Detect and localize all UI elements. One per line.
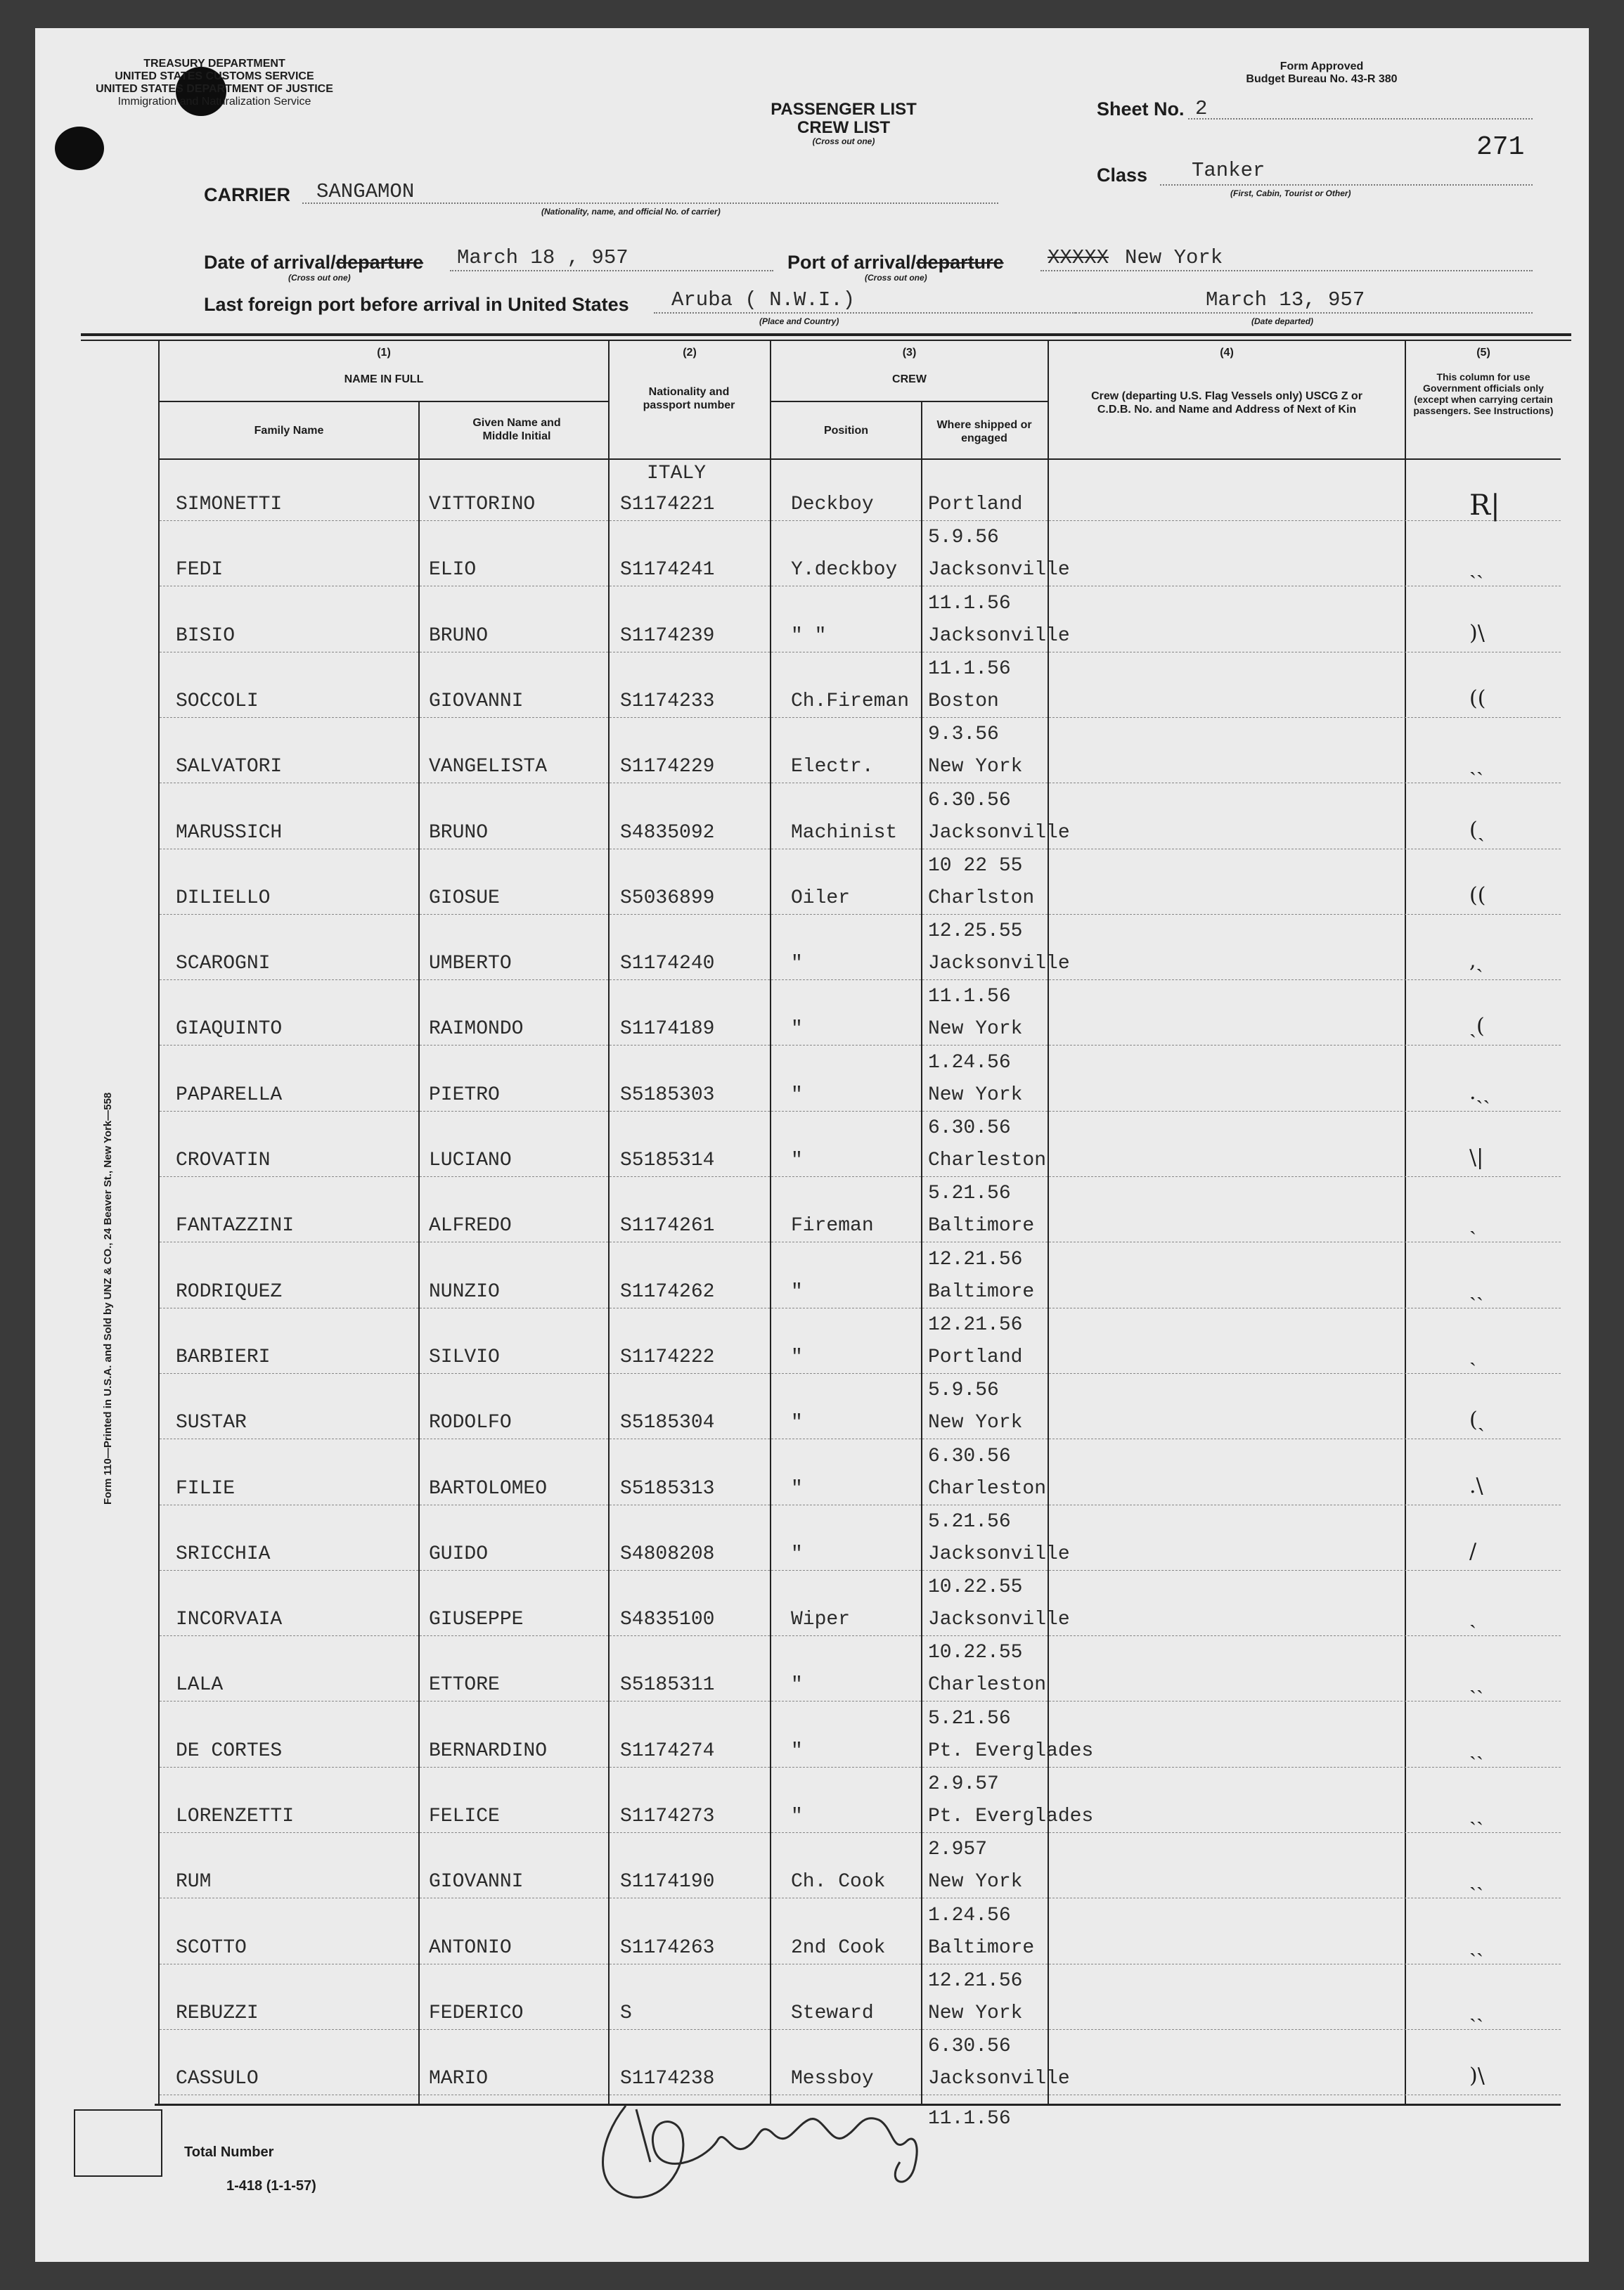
crew-position: " <box>791 1346 803 1368</box>
total-box <box>74 2109 162 2177</box>
header-divider <box>771 401 1048 402</box>
row-rule <box>160 1767 1561 1768</box>
form-sheet <box>35 28 1589 2262</box>
shipped-date: 6.30.56 <box>928 2035 1011 2058</box>
passport-number: S5185313 <box>620 1477 715 1500</box>
given-name: FELICE <box>429 1806 500 1827</box>
official-check-mark: ˏˏ <box>1469 752 1483 777</box>
port-arrival-value: New York <box>1125 246 1223 269</box>
col1b-header: Given Name and Middle Initial <box>472 417 561 442</box>
given-name: BARTOLOMEO <box>429 1477 548 1500</box>
passenger-list-title: PASSENGER LIST <box>771 100 917 119</box>
signature <box>584 2078 1019 2211</box>
family-name: RODRIQUEZ <box>176 1280 283 1303</box>
col3a-header: Position <box>823 425 869 437</box>
port-arrival-text: Port of arrival/ <box>787 252 917 273</box>
side-print: Form 110—Printed in U.S.A. and Sold by UNZ & CO., 24 Beaver St., New York—558 <box>102 1092 114 1505</box>
official-check-mark: ˎˎ <box>1469 1998 1483 2023</box>
family-name: FILIE <box>176 1477 236 1500</box>
shipped-place: Baltimore <box>928 1280 1035 1303</box>
carrier-line <box>302 202 998 204</box>
crew-position: " <box>791 1150 803 1171</box>
official-check-mark: )\ <box>1469 620 1485 645</box>
shipped-place: Jacksonville <box>928 953 1070 975</box>
row-rule <box>160 914 1561 915</box>
form-code: 1-418 (1-1-57) <box>226 2178 316 2194</box>
shipped-date: 6.30.56 <box>928 1117 1011 1139</box>
crew-position: Fireman <box>791 1215 874 1237</box>
col1-number: (1) <box>377 347 391 359</box>
official-check-mark: (ˏ <box>1469 1408 1485 1433</box>
row-rule <box>160 1701 1561 1702</box>
shipped-place: Baltimore <box>928 1936 1035 1959</box>
passport-number: S1174263 <box>620 1936 715 1959</box>
given-name: UMBERTO <box>429 953 512 975</box>
last-port-note: (Place and Country) <box>759 316 839 326</box>
shipped-place: Jacksonville <box>928 1609 1070 1631</box>
crew-position: " <box>791 1739 803 1762</box>
passport-number: S1174229 <box>620 756 715 778</box>
shipped-place: Jacksonville <box>928 1543 1070 1565</box>
crew-position: " <box>791 953 803 975</box>
passport-number: S4808208 <box>620 1543 715 1565</box>
struck-departure: departure <box>916 252 1004 273</box>
shipped-place: Charleston <box>928 1150 1047 1171</box>
form-approved-label: Form Approved <box>1280 60 1364 72</box>
crew-position: " <box>791 1083 803 1106</box>
shipped-date: 9.3.56 <box>928 723 999 746</box>
passport-number: S <box>620 2002 632 2024</box>
crew-position: " <box>791 1806 803 1827</box>
crew-position: " <box>791 1412 803 1434</box>
crew-position: 2nd Cook <box>791 1936 886 1959</box>
date-line <box>450 270 773 271</box>
class-value: Tanker <box>1192 159 1265 182</box>
nationality-label: ITALY <box>647 463 707 484</box>
given-name: ANTONIO <box>429 1936 512 1959</box>
crew-position: Steward <box>791 2002 874 2024</box>
crew-position: " <box>791 1018 803 1041</box>
passport-number: S1174273 <box>620 1806 715 1827</box>
crew-position: Electr. <box>791 756 874 778</box>
official-check-mark: ˏ <box>1469 1211 1476 1236</box>
family-name: RUM <box>176 1871 212 1893</box>
official-check-mark: ˎˎ <box>1469 555 1483 580</box>
given-name: VANGELISTA <box>429 756 548 778</box>
crew-position: Ch. Cook <box>791 1871 886 1893</box>
departure-date-line <box>1076 312 1533 314</box>
shipped-date: 2.957 <box>928 1839 988 1861</box>
crew-list-title: CREW LIST <box>797 118 890 137</box>
given-name: GUIDO <box>429 1543 489 1565</box>
passport-number: S4835100 <box>620 1609 715 1631</box>
col1-header: NAME IN FULL <box>344 373 424 385</box>
given-name: SILVIO <box>429 1346 500 1368</box>
passport-number: S1174233 <box>620 690 715 712</box>
col3-header: CREW <box>892 373 927 385</box>
crew-position: Wiper <box>791 1609 851 1631</box>
family-name: BARBIERI <box>176 1346 271 1368</box>
row-rule <box>160 2029 1561 2030</box>
shipped-date: 6.30.56 <box>928 789 1011 811</box>
official-check-mark: (( <box>1469 882 1486 908</box>
col5-number: (5) <box>1476 347 1490 359</box>
official-check-mark: \| <box>1469 1145 1484 1170</box>
family-name: SCAROGNI <box>176 953 271 975</box>
shipped-place: New York <box>928 1018 1023 1041</box>
official-check-mark: )\ <box>1469 2064 1485 2089</box>
col-divider <box>608 341 610 2106</box>
port-struck-typed: XXXXX <box>1048 246 1109 269</box>
official-check-mark: .ˎˎ <box>1469 1079 1490 1105</box>
crew-position: Machinist <box>791 821 898 844</box>
shipped-place: Pt. Everglades <box>928 1806 1094 1827</box>
official-check-mark: ˏˏ <box>1469 1735 1483 1761</box>
given-name: VITTORINO <box>429 494 536 515</box>
last-port-value: Aruba ( N.W.I.) <box>671 288 856 311</box>
given-name: RODOLFO <box>429 1412 512 1434</box>
given-name: RAIMONDO <box>429 1018 524 1041</box>
given-name: NUNZIO <box>429 1280 500 1303</box>
shipped-date: 5.21.56 <box>928 1707 1011 1730</box>
carrier-value: SANGAMON <box>316 180 415 203</box>
official-check-mark: R| <box>1469 489 1500 522</box>
passport-number: S1174238 <box>620 2068 715 2090</box>
family-name: FEDI <box>176 559 224 581</box>
col1a-header: Family Name <box>254 425 324 437</box>
official-check-mark: ˏ <box>1469 1604 1476 1630</box>
punch-hole <box>55 127 104 170</box>
table-top-rule <box>81 340 1571 341</box>
stamp-number: 271 <box>1476 132 1525 162</box>
passport-number: S4835092 <box>620 821 715 844</box>
passport-number: S1174190 <box>620 1871 715 1893</box>
shipped-date: 12.21.56 <box>928 1313 1023 1336</box>
agency-line: UNITED STATES CUSTOMS SERVICE <box>115 70 314 82</box>
official-check-mark: ,ˏ <box>1469 948 1483 974</box>
date-arrival-note: (Cross out one) <box>288 273 351 283</box>
official-check-mark: ˎˎ <box>1469 1670 1483 1695</box>
shipped-date: 11.1.56 <box>928 986 1011 1008</box>
passport-number: S1174241 <box>620 559 715 581</box>
last-port-line <box>654 312 1076 314</box>
shipped-place: New York <box>928 1412 1023 1434</box>
row-rule <box>160 717 1561 718</box>
crew-position: " <box>791 1477 803 1500</box>
family-name: BISIO <box>176 624 236 647</box>
passport-number: S1174222 <box>620 1346 715 1368</box>
shipped-place: Pt. Everglades <box>928 1739 1094 1762</box>
crew-position: " <box>791 1280 803 1303</box>
last-port-label: Last foreign port before arrival in United States <box>204 294 629 315</box>
crew-position: " <box>791 1543 803 1565</box>
family-name: PAPARELLA <box>176 1083 283 1106</box>
col2-number: (2) <box>683 347 697 359</box>
row-rule <box>160 1373 1561 1374</box>
crew-position: Ch.Fireman <box>791 690 910 712</box>
total-label: Total Number <box>184 2144 274 2160</box>
family-name: SCOTTO <box>176 1936 247 1959</box>
official-check-mark: ˎˎ <box>1469 1932 1483 1957</box>
passport-number: S1174189 <box>620 1018 715 1041</box>
list-title <box>759 100 928 146</box>
crew-position: Y.deckboy <box>791 559 898 581</box>
given-name: GIOSUE <box>429 887 500 909</box>
crew-position: Oiler <box>791 887 851 909</box>
col-divider <box>921 401 922 2106</box>
shipped-date: 10.22.55 <box>928 1642 1023 1664</box>
passport-number: S1174261 <box>620 1215 715 1237</box>
agency-line: Immigration and Naturalization Service <box>117 96 311 108</box>
shipped-place: Portland <box>928 1346 1023 1368</box>
family-name: SRICCHIA <box>176 1543 271 1565</box>
shipped-place: Portland <box>928 494 1023 515</box>
family-name: INCORVAIA <box>176 1609 283 1631</box>
shipped-date: 2.9.57 <box>928 1773 999 1795</box>
col3-number: (3) <box>902 347 917 359</box>
official-check-mark: ˏˏ <box>1469 1867 1483 1892</box>
shipped-place: Charlston <box>928 887 1035 909</box>
shipped-place: Jacksonville <box>928 559 1070 581</box>
official-check-mark: ˎ( <box>1469 1014 1485 1039</box>
agency-line: UNITED STATES DEPARTMENT OF JUSTICE <box>96 83 333 95</box>
departure-date-value: March 13, 957 <box>1206 288 1365 311</box>
given-name: GIOVANNI <box>429 1871 524 1893</box>
struck-departure: departure <box>335 252 424 273</box>
trailing-date: 11.1.56 <box>928 2108 1011 2130</box>
given-name: FEDERICO <box>429 2002 524 2024</box>
shipped-date: 6.30.56 <box>928 1445 1011 1467</box>
port-line <box>1040 270 1533 271</box>
row-rule <box>160 979 1561 980</box>
header-bottom-rule <box>160 458 1561 460</box>
date-arrival-value: March 18 , 957 <box>457 246 629 269</box>
shipped-place: Jacksonville <box>928 624 1070 647</box>
shipped-date: 12.21.56 <box>928 1248 1023 1271</box>
row-rule <box>160 1176 1561 1177</box>
carrier-label: CARRIER <box>204 184 291 205</box>
cross-out-note: (Cross out one) <box>812 136 875 146</box>
shipped-date: 5.21.56 <box>928 1510 1011 1533</box>
family-name: LORENZETTI <box>176 1806 295 1827</box>
passport-number: S5036899 <box>620 887 715 909</box>
shipped-place: Jacksonville <box>928 2068 1070 2090</box>
col-divider <box>1048 341 1049 2106</box>
official-check-mark: (( <box>1469 686 1486 711</box>
family-name: CROVATIN <box>176 1150 271 1171</box>
passport-number: S1174274 <box>620 1739 715 1762</box>
crew-position: " <box>791 1674 803 1697</box>
row-rule <box>160 1832 1561 1833</box>
row-rule <box>160 1635 1561 1636</box>
passport-number: S5185314 <box>620 1150 715 1171</box>
given-name: ELIO <box>429 559 477 581</box>
shipped-place: New York <box>928 1871 1023 1893</box>
row-rule <box>160 520 1561 521</box>
family-name: DILIELLO <box>176 887 271 909</box>
passport-number: S1174221 <box>620 494 715 515</box>
official-check-mark: (ˏ <box>1469 817 1485 842</box>
given-name: MARIO <box>429 2068 489 2090</box>
shipped-date: 1.24.56 <box>928 1051 1011 1074</box>
shipped-date: 10 22 55 <box>928 854 1023 877</box>
shipped-date: 12.25.55 <box>928 920 1023 943</box>
table-top-rule <box>81 333 1571 336</box>
official-check-mark: .\ <box>1469 1473 1483 1498</box>
family-name: MARUSSICH <box>176 821 283 844</box>
col2-header: Nationality and passport number <box>643 386 735 411</box>
col4-number: (4) <box>1220 347 1234 359</box>
family-name: CASSULO <box>176 2068 259 2090</box>
given-name: GIOVANNI <box>429 690 524 712</box>
crew-position: Deckboy <box>791 494 874 515</box>
shipped-date: 1.24.56 <box>928 1904 1011 1926</box>
sheet-line <box>1188 118 1533 120</box>
family-name: LALA <box>176 1674 224 1697</box>
given-name: ALFREDO <box>429 1215 512 1237</box>
shipped-date: 11.1.56 <box>928 657 1011 680</box>
family-name: SOCCOLI <box>176 690 259 712</box>
official-check-mark: / <box>1469 1538 1477 1564</box>
shipped-place: New York <box>928 1083 1023 1106</box>
col5-header: This column for use Government officials only (except when carrying certain passengers. See Instructions) <box>1413 371 1554 416</box>
given-name: LUCIANO <box>429 1150 512 1171</box>
header-divider <box>160 401 608 402</box>
given-name: BRUNO <box>429 624 489 647</box>
sheet-label: Sheet No. <box>1097 98 1185 120</box>
passport-number: S1174240 <box>620 953 715 975</box>
given-name: PIETRO <box>429 1083 500 1106</box>
given-name: GIUSEPPE <box>429 1609 524 1631</box>
shipped-date: 5.9.56 <box>928 1379 999 1402</box>
family-name: DE CORTES <box>176 1739 283 1762</box>
passport-number: S5185311 <box>620 1674 715 1697</box>
passport-number: S5185304 <box>620 1412 715 1434</box>
col-divider <box>1405 341 1406 2106</box>
given-name: BRUNO <box>429 821 489 844</box>
shipped-place: Charleston <box>928 1477 1047 1500</box>
family-name: SIMONETTI <box>176 494 283 515</box>
crew-position: Messboy <box>791 2068 874 2090</box>
form-approved <box>1223 60 1420 86</box>
port-arrival-note: (Cross out one) <box>865 273 927 283</box>
row-rule <box>160 1111 1561 1112</box>
col4-header: Crew (departing U.S. Flag Vessels only) USCG Z or C.D.B. No. and Name and Address of Next of Kin <box>1091 390 1362 416</box>
shipped-place: Jacksonville <box>928 821 1070 844</box>
carrier-note: (Nationality, name, and official No. of carrier) <box>541 207 721 217</box>
shipped-place: Boston <box>928 690 999 712</box>
shipped-date: 12.21.56 <box>928 1969 1023 1992</box>
family-name: REBUZZI <box>176 2002 259 2024</box>
shipped-place: Charleston <box>928 1674 1047 1697</box>
class-label: Class <box>1097 165 1148 186</box>
col3b-header: Where shipped or engaged <box>936 419 1032 444</box>
shipped-date: 5.21.56 <box>928 1183 1011 1205</box>
family-name: GIAQUINTO <box>176 1018 283 1041</box>
family-name: SUSTAR <box>176 1412 247 1434</box>
agency-line: TREASURY DEPARTMENT <box>143 58 285 70</box>
shipped-date: 11.1.56 <box>928 592 1011 615</box>
official-check-mark: ˏˏ <box>1469 1801 1483 1826</box>
shipped-place: Baltimore <box>928 1215 1035 1237</box>
shipped-date: 10.22.55 <box>928 1576 1023 1599</box>
shipped-place: New York <box>928 2002 1023 2024</box>
port-arrival-label <box>787 252 1004 274</box>
crew-position: " " <box>791 624 827 647</box>
budget-bureau-number: Budget Bureau No. 43-R 380 <box>1246 73 1398 85</box>
agency-header <box>84 58 344 108</box>
given-name: ETTORE <box>429 1674 500 1697</box>
departure-date-note: (Date departed) <box>1251 316 1314 326</box>
sheet-number: 2 <box>1195 97 1208 120</box>
date-arrival-label <box>204 252 423 274</box>
col-divider <box>418 401 420 2106</box>
shipped-place: New York <box>928 756 1023 778</box>
official-check-mark: ˎˎ <box>1469 1276 1483 1301</box>
col-divider <box>158 341 160 2106</box>
given-name: BERNARDINO <box>429 1739 548 1762</box>
official-check-mark: ˎ <box>1469 1342 1476 1367</box>
passport-number: S5185303 <box>620 1083 715 1106</box>
class-note: (First, Cabin, Tourist or Other) <box>1230 188 1351 198</box>
family-name: FANTAZZINI <box>176 1215 295 1237</box>
family-name: SALVATORI <box>176 756 283 778</box>
passport-number: S1174239 <box>620 624 715 647</box>
shipped-date: 5.9.56 <box>928 527 999 549</box>
date-arrival-text: Date of arrival/ <box>204 252 336 273</box>
col-divider <box>770 341 771 2106</box>
class-line <box>1160 184 1533 186</box>
passport-number: S1174262 <box>620 1280 715 1303</box>
row-rule <box>160 1045 1561 1046</box>
row-rule <box>160 1570 1561 1571</box>
